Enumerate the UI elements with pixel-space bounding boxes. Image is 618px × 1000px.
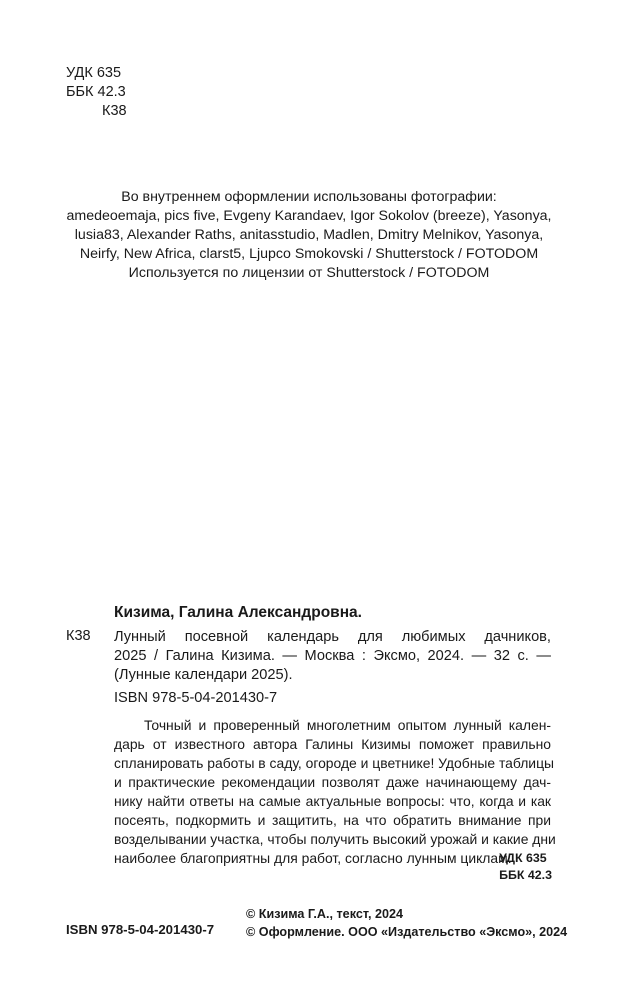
photo-credits-line: Используется по лицензии от Shutterstock / FOTODOM xyxy=(128,265,490,281)
abstract-line: дарь от известного автора Галины Кизимы поможет правильно xyxy=(114,736,551,752)
udk-code-bottom: УДК 635 xyxy=(499,851,547,865)
photo-credits xyxy=(40,188,578,283)
copyright-design: © Оформление. ООО «Издательство «Эксмо», 2024 xyxy=(246,925,568,939)
photo-credits-line: Neirfy, New Africa, clarst5, Ljupco Smokovski / Shutterstock / FOTODOM xyxy=(79,246,539,262)
photo-credits-line: Во внутреннем оформлении использованы фотографии: xyxy=(121,189,497,205)
abstract-line: посеять, подкормить и защитить, на что обратить внимание при xyxy=(114,812,551,828)
abstract-line: Точный и проверенный многолетним опытом лунный кален- xyxy=(144,717,551,733)
author-code: К38 xyxy=(102,103,127,119)
photo-credits-line: lusia83, Alexander Raths, anitasstudio, Madlen, Dmitry Melnikov, Yasonya, xyxy=(74,227,544,243)
copyright-block xyxy=(246,905,567,941)
entry-author-code: К38 xyxy=(66,628,91,644)
entry-description-line: (Лунные календари 2025). xyxy=(114,667,293,683)
abstract-line: спланировать работы в саду, огороде и цветнике! Удобные таблицы xyxy=(114,755,555,771)
entry-description-line: Лунный посевной календарь для любимых дачников, xyxy=(114,629,551,645)
abstract-line: возделывании участка, чтобы получить высокий урожай и какие дни xyxy=(114,831,556,847)
abstract-line: и практические рекомендации позволят даже начинающему дач- xyxy=(114,774,551,790)
abstract xyxy=(114,716,556,868)
entry-description xyxy=(114,628,551,685)
abstract-line: нику найти ответы на самые актуальные вопросы: что, когда и как xyxy=(114,793,551,809)
entry-author-heading: Кизима, Галина Александровна. xyxy=(114,604,362,621)
classification-block-bottom xyxy=(499,850,552,884)
photo-credits-line: amedeoemaja, pics five, Evgeny Karandaev, Igor Sokolov (breeze), Yasonya, xyxy=(66,208,552,224)
entry-isbn: ISBN 978-5-04-201430-7 xyxy=(114,690,278,706)
bbk-code: ББК 42.3 xyxy=(66,84,126,100)
footer-isbn: ISBN 978-5-04-201430-7 xyxy=(66,922,215,937)
udk-code: УДК 635 xyxy=(66,65,122,81)
abstract-line: наиболее благоприятны для работ, согласно лунным циклам. xyxy=(114,850,512,866)
copyright-text: © Кизима Г.А., текст, 2024 xyxy=(246,907,404,921)
classification-block-top xyxy=(66,64,127,121)
entry-description-line: 2025 / Галина Кизима. — Москва : Эксмо, 2024. — 32 с. — xyxy=(114,648,551,664)
bbk-code-bottom: ББК 42.3 xyxy=(499,868,552,882)
